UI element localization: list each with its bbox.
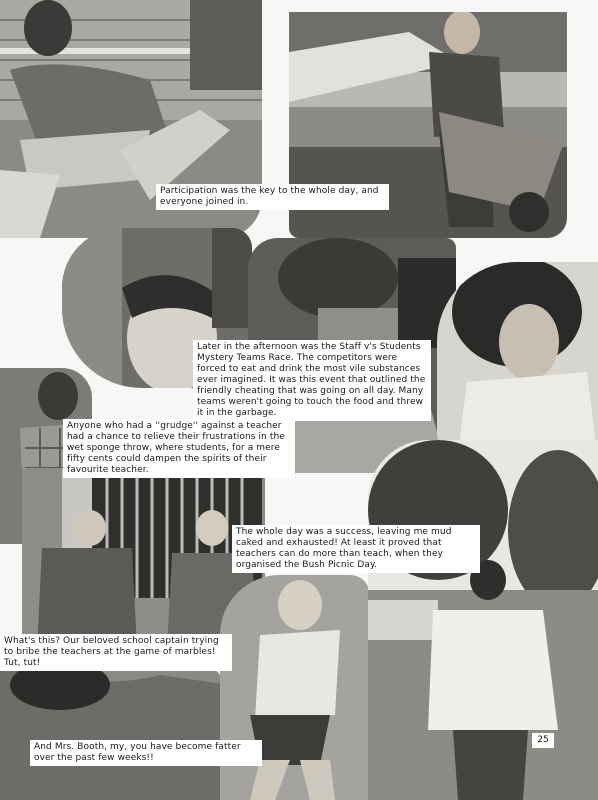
caption-success: The whole day was a success, leaving me mud caked and exhausted! At least it proved that teachers can do more than teach, when they organised the Bush Picnic Day. <box>232 525 480 573</box>
caption-grudge: Anyone who had a ''grudge'' against a teacher had a chance to relieve their frustrations in the wet sponge throw, where students, for a mere fifty cents could dampen the spirits of their favourite teacher. <box>63 419 295 478</box>
caption-staff-race: Later in the afternoon was the Staff v's Students Mystery Teams Race. The competitors were forced to eat and drink the most vile substances ever imagined. It was this event that outlined the friendly cheating that was going on all day. Many teams weren't going to touch the food and threw it in the garbage. <box>193 340 431 421</box>
photo-mrs-booth <box>220 575 370 800</box>
caption-marbles: What's this? Our beloved school captain trying to bribe the teachers at the game of marbles! Tut, tut! <box>0 634 232 671</box>
page-number: 25 <box>532 733 554 748</box>
photo-muddy-man <box>368 440 598 800</box>
caption-booth: And Mrs. Booth, my, you have become fatter over the past few weeks!! <box>30 740 262 766</box>
photo-bottom-left-field <box>0 655 230 800</box>
caption-participation: Participation was the key to the whole day, and everyone joined in. <box>156 184 389 210</box>
photo-curly-hair-girl <box>437 262 598 462</box>
